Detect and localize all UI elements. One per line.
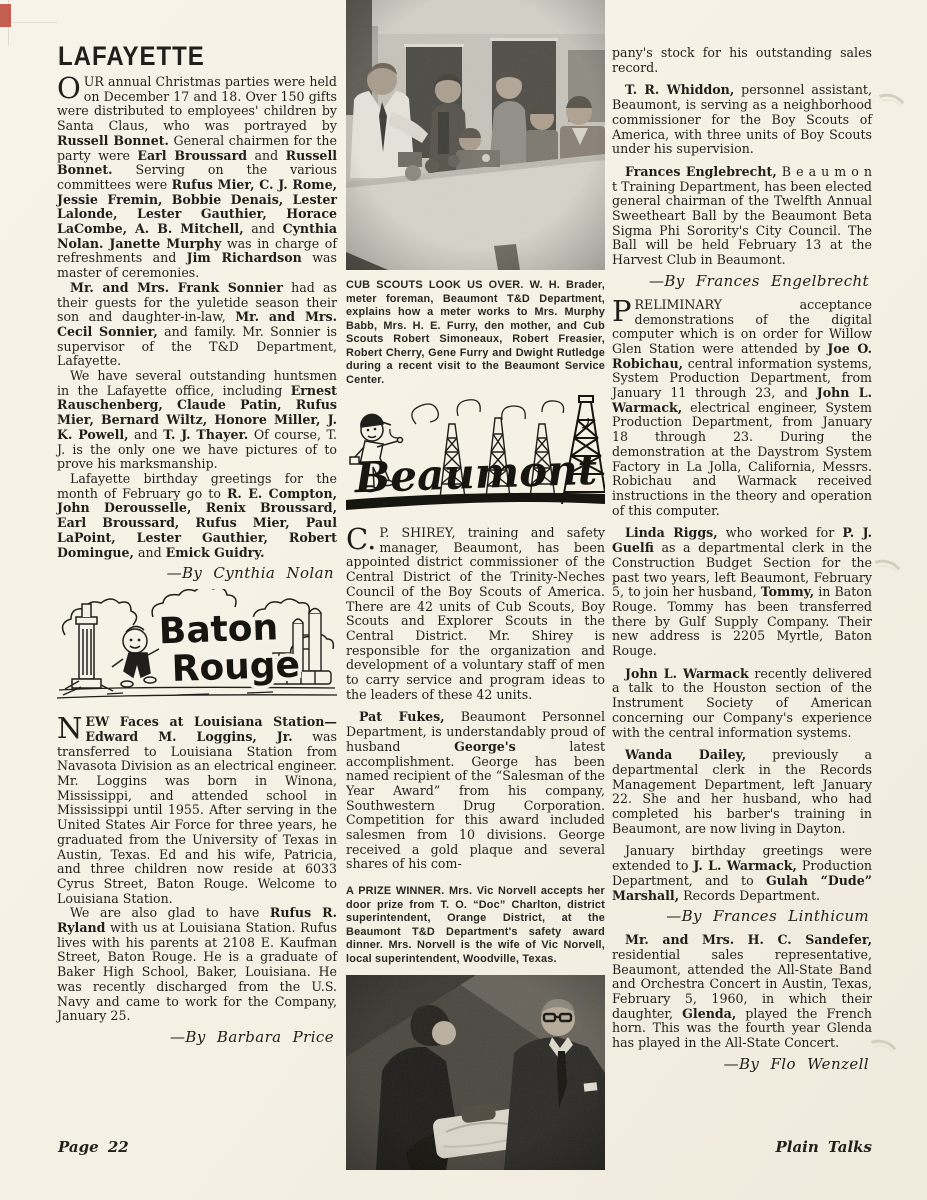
caption-cub-scouts: CUB SCOUTS LOOK US OVER. W. H. Brader, meter foreman, Beaumont T&D Department, explains how a meter works to Mrs. Murphy Babb, Mrs. H. E. Furry, den mother, and Cub Scouts Robert Simoneaux, Robert Freasier, Robert Cherry, Gene Furry and Dwight Rutledge during a recent visit to the Beaumont Service Center. — [346, 279, 605, 386]
paragraph-shirey: C. P. SHIREY, training and safety manager, Beaumont, has been appointed district commissioner of the Central District of the Trinity-Neches Council of the Boy Scouts of America. There are 42 units of Cub Scouts, Boy Scouts and Explorer Scouts in the Central District. Mr. Shirey is responsible for the organization and development of a voluntary staff of men to carry service and program ideas to the leaders of these 42 units. — [346, 522, 605, 702]
beaumont-illustration — [346, 394, 605, 516]
red-tab-mark — [0, 4, 11, 27]
photo-prize-winner — [346, 975, 605, 1170]
byline-flo-wenzell: —By Flo Wenzell — [723, 1054, 869, 1073]
drop-cap: N — [57, 711, 83, 746]
prize-winner-photo-illustration — [346, 975, 605, 1170]
paragraph-ryland: We are also glad to have Rufus R. Ryland with us at Louisiana Station. Rufus lives with his parents at 2108 E. Kaufman Street, Baton Rouge. He is a graduate of Baker High School, Baker, Louisiana. He was recently discharged from the U.S. Navy and came to work for the Company, January 25. — [57, 905, 337, 1024]
section-title-lafayette: LAFAYETTE — [58, 42, 205, 72]
paragraph-digital-computer: PRELIMINARY acceptance demonstrations of the digital computer which is on order for Willow Glen Station were attended by Joe O. Robichau, central information systems, System Production Department, from January 11 through 23, and John L. Warmack, electrical engineer, System Production Department, from January 18 through 23. During the demonstration at the Daystrom System Factory in La Jolla, California, Messrs. Robichau and Warmack received instructions in the theory and operation of this computer. — [612, 293, 873, 518]
beaumont-title: Beaumont — [353, 444, 598, 503]
publication-name: Plain Talks — [775, 1138, 872, 1156]
baton-title-line1: Baton — [158, 607, 279, 653]
paragraph-pat-fukes: Pat Fukes, Beaumont Personnel Department, is understandably proud of husband George's latest accomplishment. George has been named recipient of the “Salesman of the Year Award” from his company, Southwestern Drug Corporation. Competition for this award included salesmen from 10 divisions. George received a gold plaque and several shares of his com- — [346, 709, 605, 872]
paragraph-warmack-talk: John L. Warmack recently delivered a talk to the Houston section of the Instrument Society of American concerning our Company's experience with the central information systems. — [612, 665, 872, 740]
cub-scouts-photo-illustration — [346, 0, 605, 270]
paragraph-whiddon: T. R. Whiddon, personnel assistant, Beaumont, is serving as a neighborhood commissioner for the Boy Scouts of America, with three units of Boy Scouts under his supervision. — [612, 82, 872, 157]
drop-cap: C. — [346, 522, 377, 556]
paragraph-sandefer: Mr. and Mrs. H. C. Sandefer, residential sales representative, Beaumont, attended the All-State Band and Orchestra Concert in Austin, Texas, February 5, 1960, in which their daughter, Glenda, played the French horn. This was the fourth year Glenda has played in the All-State Concert. — [612, 932, 872, 1051]
mascot-character — [112, 627, 159, 688]
paragraph-englebrecht: Frances Englebrecht, B e a u m o n t Training Department, has been elected general chairman of the Twelfth Annual Sweetheart Ball by the Beaumont Beta Sigma Phi Sorority's City Council. The Ball will be held February 13 at the Harvest Club in Beaumont. — [612, 163, 873, 268]
baton-rouge-title — [158, 607, 300, 691]
paragraph-christmas-party: OUR annual Christmas parties were held on December 17 and 18. Over 150 gifts were distributed to employees' children by Santa Claus, who was portrayed by Russell Bonnet. General chairmen for the party were Earl Broussard and Russell Bonnet. Serving on the various committees were Rufus Mier, C. J. Rome, Jessie Fremin, Bobbie Denais, Lester Lalonde, Lester Gauthier, Horace LaCombe, A. B. Mitchell, and Cynthia Nolan. Janette Murphy was in charge of refreshments and Jim Richardson was master of ceremonies. — [57, 71, 338, 281]
paragraph-sonnier: Mr. and Mrs. Frank Sonnier had as their guests for the yuletide season their son and daughter-in-law, Mr. and Mrs. Cecil Sonnier, and family. Mr. Sonnier is supervisor of the T&D Department, Lafayette. — [57, 279, 337, 369]
baton-title-line2: Rouge — [170, 644, 301, 691]
capitol-tower — [72, 604, 101, 688]
beaumont-header-art — [346, 394, 605, 520]
paragraph-wanda-dailey: Wanda Dailey, previously a departmental clerk in the Records Management Department, left January 22. She and her husband, who had completed his barber's training in Beaumont, are now living in Dayton. — [612, 747, 873, 836]
byline-frances-linthicum: —By Frances Linthicum — [666, 907, 869, 926]
page-number: Page 22 — [58, 1138, 129, 1156]
drop-cap: P — [612, 293, 632, 328]
paragraph-linda-riggs: Linda Riggs, who worked for P. J. Guelfi as a departmental clerk in the Construction Budget Section for the past two years, left Beaumont, February 5, to join her husband, Tommy, in Baton Rouge. Tommy has been transferred there by Gulf Supply Company. Their new address is 2205 Myrtle, Baton Rouge. — [612, 525, 872, 659]
byline-frances-engelbrecht: —By Frances Engelbrecht — [648, 271, 869, 290]
byline-cynthia-nolan: —By Cynthia Nolan — [166, 564, 334, 583]
paper-curl-mark — [868, 90, 910, 127]
column-lafayette — [57, 0, 337, 1051]
caption-prize-winner: A PRIZE WINNER. Mrs. Vic Norvell accepts her door prize from T. O. “Doc” Charlton, district superintendent, Orange District, at the Beaumont T&D Department's safety award dinner. Mrs. Norvell is the wife of Vic Norvell, local superintendent, Woodville, Texas. — [346, 885, 605, 965]
photo-cub-scouts — [346, 0, 605, 270]
column-right — [612, 0, 872, 1078]
paragraph-new-faces-loggins: NEW Faces at Louisiana Station— Edward M. Loggins, Jr. was transferred to Louisiana Station from Navasota Division as an electrical engineer. Mr. Loggins was born in Winona, Mississippi, and attended school in Mississippi until 1955. After serving in the United States Air Force for three years, he graduated from the University of Texas in Austin, Texas. Ed and his wife, Patricia, and three children now reside at 6033 Cyrus Street, Baton Rouge. Welcome to Louisiana Station. — [57, 711, 337, 906]
paragraph-continuation: pany's stock for his outstanding sales record. — [612, 45, 872, 75]
paragraph-huntsmen: We have several outstanding huntsmen in the Lafayette office, including Ernest Rauschenberg, Claude Patin, Rufus Mier, Bernard Wiltz, Honore Miller, J. K. Powell, and T. J. Thayer. Of course, T. J. is the only one we have pictures of to prove his marksmanship. — [57, 368, 338, 472]
drop-cap: O — [57, 71, 81, 105]
paragraph-birthdays-lafayette: Lafayette birthday greetings for the month of February go to R. E. Compton, John Derousselle, Renix Broussard, Earl Broussard, Rufus Mier, Paul LaPoint, Lester Gauthier, Robert Domingue, and Emick Guidry. — [57, 470, 337, 560]
baton-rouge-illustration — [57, 589, 337, 707]
smoke-swirls — [390, 400, 589, 438]
paragraph-january-birthdays: January birthday greetings were extended to J. L. Warmack, Production Department, and to Gulah “Dude” Marshall, Records Department. — [612, 843, 873, 903]
byline-barbara-price: —By Barbara Price — [170, 1027, 334, 1046]
column-center — [346, 0, 605, 1170]
baton-rouge-header-art — [57, 589, 337, 711]
